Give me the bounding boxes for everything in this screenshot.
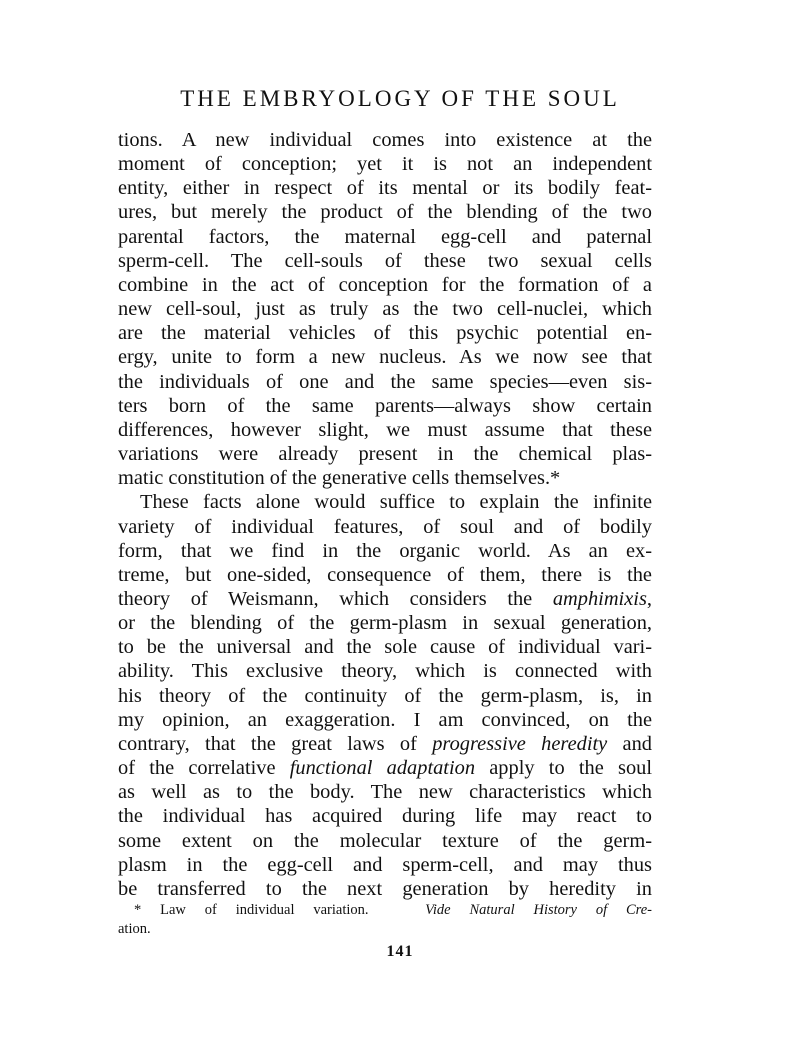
italic-term: functional adaptation [289, 757, 476, 780]
text-line: combine in the act of conception for the formation of a [118, 273, 652, 296]
footnote-line [118, 901, 652, 920]
text-line: be transferred to the next generation by heredity in [118, 877, 652, 900]
text-line: some extent on the molecular texture of the germ- [118, 829, 652, 852]
text-line: ters born of the same parents—always show certain [118, 394, 652, 417]
text-line: entity, either in respect of its mental or its bodily feat- [118, 177, 652, 200]
italic-term: progressive heredity [432, 732, 608, 755]
text-line: plasm in the egg-cell and sperm-cell, and may thus [118, 853, 652, 876]
footnote-reference-cont: ation. [118, 921, 151, 937]
footnote-marker: * [134, 902, 142, 918]
text-line: sperm-cell. The cell-souls of these two sexual cells [118, 249, 652, 272]
running-head: THE EMBRYOLOGY OF THE SOUL [180, 86, 620, 111]
text-line: or the blending of the germ-plasm in sexual generation, [118, 612, 652, 635]
text-line: moment of conception; yet it is not an independent [118, 153, 652, 176]
italic-term: amphimixis [552, 587, 647, 610]
footnote-reference: Vide Natural History of Cre- [425, 902, 652, 918]
text-line: matic constitution of the generative cells themselves.* [118, 467, 561, 490]
footnote-text: Law of individual variation. [160, 902, 369, 918]
text-line: tions. A new individual comes into existence at the [118, 129, 652, 151]
text-line: ability. This exclusive theory, which is connected with [118, 660, 652, 683]
text-line: are the material vehicles of this psychic potential en- [118, 322, 652, 345]
text-line: parental factors, the maternal egg-cell and paternal [118, 225, 652, 248]
text-line: the individual has acquired during life may react to [118, 805, 652, 828]
text-line: treme, but one-sided, consequence of them, there is the [118, 563, 652, 586]
text-line: variations were already present in the chemical plas- [118, 443, 652, 466]
body-text [118, 128, 652, 901]
text-line: new cell-soul, just as truly as the two cell-nuclei, which [118, 298, 652, 321]
text-line: of the correlative functional adaptation apply to the soul [118, 757, 652, 780]
text-line: theory of Weismann, which considers the amphimixis, [118, 587, 652, 610]
page-number: 141 [386, 943, 414, 960]
text-line: my opinion, an exaggeration. I am convinced, on the [118, 708, 652, 731]
text-line: contrary, that the great laws of progressive heredity and [118, 732, 652, 755]
text-line: ures, but merely the product of the blending of the two [118, 201, 652, 224]
text-line: These facts alone would suffice to explain the infinite [140, 491, 652, 514]
text-line: form, that we find in the organic world. As an ex- [118, 539, 652, 562]
text-line: ergy, unite to form a new nucleus. As we now see that [118, 346, 652, 369]
text-line: the individuals of one and the same species—even sis- [118, 370, 652, 393]
text-line: his theory of the continuity of the germ-plasm, is, in [118, 684, 652, 707]
text-line: as well as to the body. The new characteristics which [118, 781, 652, 804]
text-line: to be the universal and the sole cause of individual vari- [118, 636, 652, 659]
footnote [118, 901, 652, 939]
text-line: differences, however slight, we must assume that these [118, 418, 652, 441]
text-line: variety of individual features, of soul and of bodily [118, 515, 652, 538]
